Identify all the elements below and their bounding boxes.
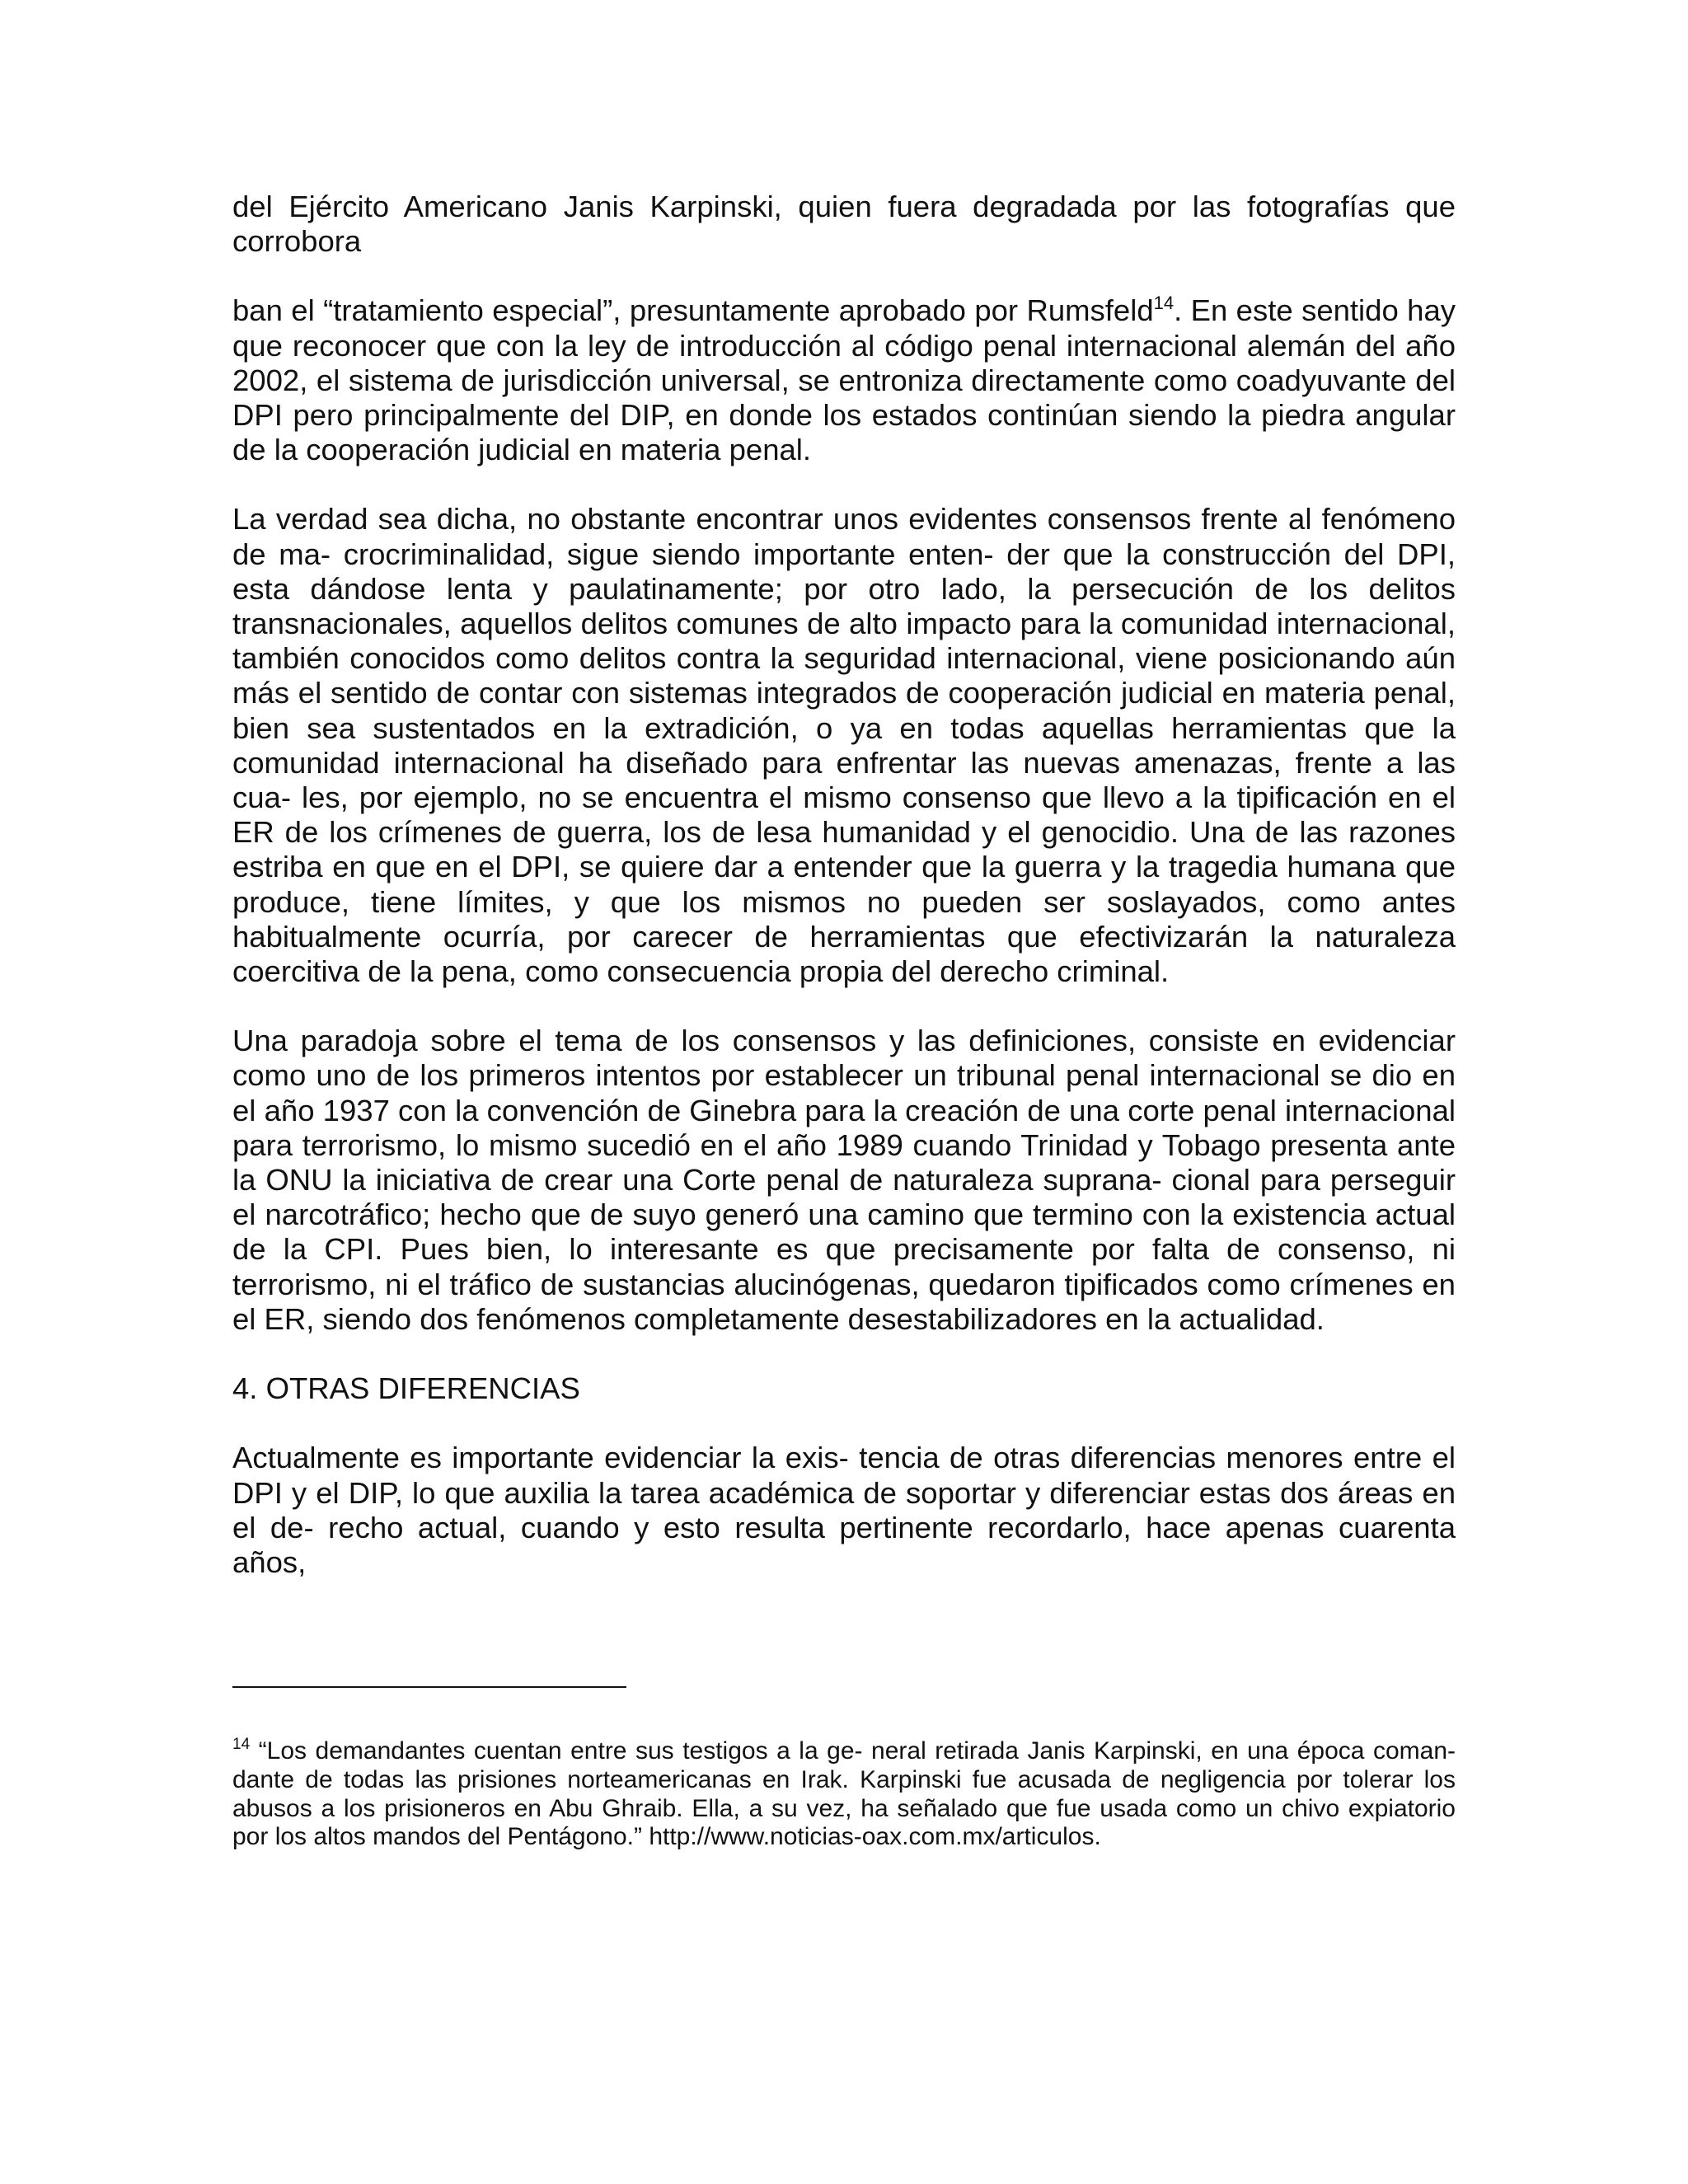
paragraph-2 bbox=[232, 293, 1456, 467]
footnote-separator bbox=[232, 1686, 626, 1688]
paragraph-3: La verdad sea dicha, no obstante encontrar unos evidentes consensos frente al fenómeno de ma- crocriminalidad, sigue siendo importante enten- der que la construcción del DPI, esta dándose lenta y paulatinamente; por otro lado, la persecución de los delitos transnacionales, aquellos delitos comunes de alto impacto para la comunidad internacional, también conocidos como delitos contra la seguridad internacional, viene posicionando aún más el sentido de contar con sistemas integrados de cooperación judicial en materia penal, bien sea sustentados en la extradición, o ya en todas aquellas herramientas que la comunidad internacional ha diseñado para enfrentar las nuevas amenazas, frente a las cua- les, por ejemplo, no se encuentra el mismo consenso que llevo a la tipificación en el ER de los crímenes de guerra, los de lesa humanidad y el genocidio. Una de las razones estriba en que en el DPI, se quiere dar a entender que la guerra y la tragedia humana que produce, tiene límites, y que los mismos no pueden ser soslayados, como antes habitualmente ocurría, por carecer de herramientas que efectivizarán la naturaleza coercitiva de la pena, como consecuencia propia del derecho criminal. bbox=[232, 502, 1456, 989]
paragraph-2-text-a: ban el “tratamiento especial”, presuntamente aprobado por Rumsfeld bbox=[232, 293, 1154, 328]
footnote-reference: 14 bbox=[1153, 293, 1175, 314]
paragraph-2-text-b: . En este sentido hay que reconocer que con la ley de introducción al código penal internacional alemán del año 2002, el sistema de jurisdicción universal, se entroniza directamente como coadyuvante del DPI pero principalmente del DIP, en donde los estados continúan siendo la piedra angular de la cooperación judicial en materia penal. bbox=[232, 293, 1456, 467]
paragraph-5: Actualmente es importante evidenciar la exis- tencia de otras diferencias menores entre el DPI y el DIP, lo que auxilia la tarea académica de soportar y diferenciar estas dos áreas en el de- recho actual, cuando y esto resulta pertinente recordarlo, hace apenas cuarenta años, bbox=[232, 1441, 1456, 1579]
page-body bbox=[232, 190, 1456, 1615]
paragraph-1: del Ejército Americano Janis Karpinski, quien fuera degradada por las fotografías que corrobora bbox=[232, 190, 1456, 259]
footnote-number: 14 bbox=[232, 1736, 251, 1753]
footnote bbox=[232, 1737, 1456, 1852]
section-heading: 4. OTRAS DIFERENCIAS bbox=[232, 1371, 580, 1406]
footnote-text: “Los demandantes cuentan entre sus testigos a la ge- neral retirada Janis Karpinski, en una época coman- dante de todas las prisiones norteamericanas en Irak. Karpinski fue acusada de negligencia por tolerar los abusos a los prisioneros en Abu Ghraib. Ella, a su vez, ha señalado que fue usada como un chivo expiatorio por los altos mandos del Pentágono.” http://www.noticias-oax.com.mx/articulos. bbox=[232, 1737, 1456, 1851]
paragraph-4: Una paradoja sobre el tema de los consensos y las definiciones, consiste en evidenciar como uno de los primeros intentos por establecer un tribunal penal internacional se dio en el año 1937 con la convención de Ginebra para la creación de una corte penal internacional para terrorismo, lo mismo sucedió en el año 1989 cuando Trinidad y Tobago presenta ante la ONU la iniciativa de crear una Corte penal de naturaleza suprana- cional para perseguir el narcotráfico; hecho que de suyo generó una camino que termino con la existencia actual de la CPI. Pues bien, lo interesante es que precisamente por falta de consenso, ni terrorismo, ni el tráfico de sustancias alucinógenas, quedaron tipificados como crímenes en el ER, siendo dos fenómenos completamente desestabilizadores en la actualidad. bbox=[232, 1024, 1456, 1336]
